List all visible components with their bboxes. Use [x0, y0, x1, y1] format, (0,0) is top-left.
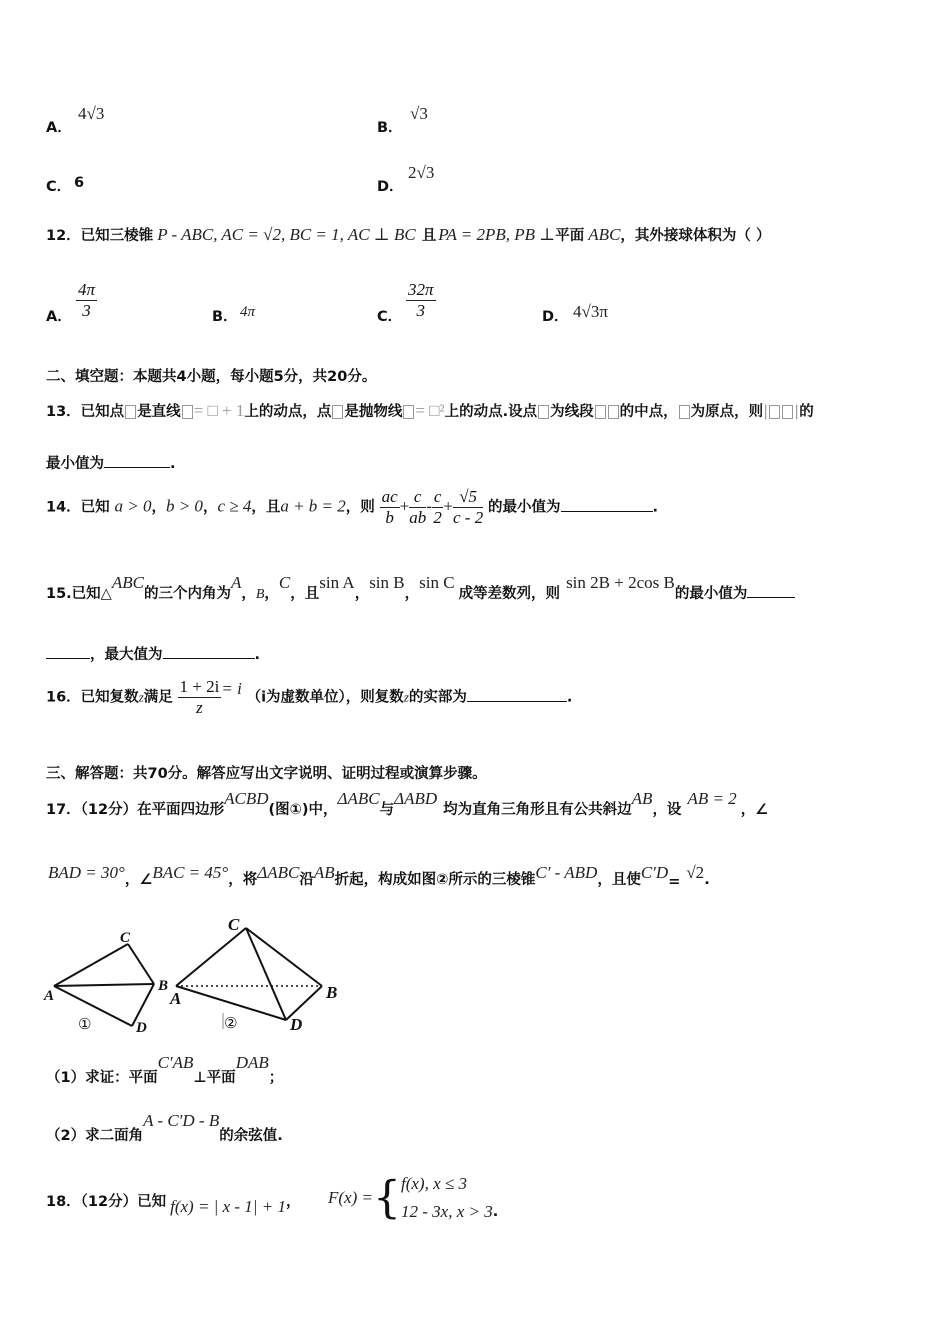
answer-blank[interactable]: [467, 689, 567, 702]
figure-2: [176, 928, 322, 1020]
question-13: 13．已知点 是直线 = □ + 1上的动点，点 是抛物线 = □²上的动点.设点 为线段 的中点， 为原点，则| |的: [46, 401, 814, 420]
answer-blank[interactable]: [747, 585, 795, 598]
placeholder-icon: [538, 405, 549, 419]
edge-ab: [54, 984, 154, 986]
question-16: 16．已知复数z满足 $\frac{1 + 2i}{z}$ = i （i为虚数单位），则复数z的实部为 .: [46, 677, 573, 717]
question-17-part-2: （2）求二面角A - C′D - B的余弦值.: [46, 1111, 283, 1144]
fig1-label-b: B: [158, 978, 169, 994]
fig1-number: ①: [78, 1015, 92, 1033]
q12-option-d-value: 4√3π: [573, 302, 608, 321]
answer-blank[interactable]: [104, 455, 170, 468]
q12-option-d-label: D．: [542, 309, 569, 325]
fig1-label-a: A: [44, 988, 55, 1004]
edge-ad: [54, 986, 132, 1026]
fig2-label-c: C: [228, 915, 240, 934]
fig1-label-d: D: [136, 1020, 147, 1036]
placeholder-icon: [782, 405, 793, 419]
placeholder-icon: [679, 405, 690, 419]
option-d-label: D．: [377, 179, 404, 195]
placeholder-icon: [608, 405, 619, 419]
question-15-line-2: ，最大值为 .: [46, 643, 260, 664]
geometry-figures: [40, 912, 350, 1037]
edge-ac: [54, 944, 128, 986]
answer-blank[interactable]: [46, 646, 90, 659]
placeholder-icon: [403, 405, 414, 419]
section-2-heading: 二、填空题：本题共4小题，每小题5分，共20分。: [46, 369, 377, 385]
option-d-value: 2√3: [408, 163, 435, 182]
question-18: 18．（12分）已知 f(x) = | x - 1| + 1，: [46, 1194, 301, 1216]
question-15: 15.已知△ABC的三个内角为A，B，C，且sin A，sin B，sin C成等差数列，则sin 2B + 2cos B的最小值为: [46, 582, 795, 603]
option-b-value: √3: [410, 104, 428, 123]
edge-cb: [128, 944, 154, 984]
question-12: 12．已知三棱锥 P - ABC, AC = √2, BC = 1, AC ⊥ BC 且 PA = 2PB, PB ⊥平面 ABC，其外接球体积为（ ）: [46, 225, 771, 244]
q12-option-a-label: A．: [46, 309, 72, 325]
question-17: 17．（12分）在平面四边形ACBD(图①)中，ΔABC与ΔABD均为直角三角形且有公共斜边AB，设AB = 2，∠: [46, 789, 769, 818]
q12-condition: P - ABC, AC = √2, BC = 1, AC ⊥ BC: [157, 225, 416, 244]
answer-blank[interactable]: [163, 646, 255, 659]
placeholder-icon: [769, 405, 780, 419]
q12-option-b-label: B．: [212, 309, 238, 325]
question-17-line-2: BAD = 30°，∠BAC = 45°，将ΔABC沿AB折起，构成如图②所示的三棱锥C′ - ABD，且使C′D= √2.: [48, 863, 710, 890]
option-c-label: C．: [46, 179, 72, 195]
placeholder-icon: [182, 405, 193, 419]
question-17-part-1: （1）求证：平面C′AB⊥平面DAB；: [46, 1053, 284, 1086]
figure-1: [54, 944, 154, 1026]
question-13-line-2: 最小值为 .: [46, 456, 176, 472]
option-b-label: B．: [377, 120, 403, 136]
edge-cb-prime: [246, 928, 322, 986]
edge-cd-prime: [246, 928, 286, 1020]
answer-blank[interactable]: [561, 499, 653, 512]
fig2-label-d: D: [290, 1015, 303, 1034]
fig2-label-a: A: [170, 989, 182, 1008]
piecewise-function: F(x) ={ f(x), x ≤ 3 12 - 3x, x > 3 .: [328, 1172, 499, 1224]
q12-option-b-value: 4π: [240, 304, 256, 320]
option-a-label: A．: [46, 120, 72, 136]
fig1-label-c: C: [120, 930, 131, 946]
option-a-value: 4√3: [78, 104, 105, 123]
q12-option-a-value: $\frac{4\pi}{3}$: [78, 280, 96, 320]
fig2-number: ②: [224, 1014, 238, 1032]
q12-option-c-label: C．: [377, 309, 403, 325]
placeholder-icon: [332, 405, 343, 419]
question-14: 14．已知 a > 0，b > 0，c ≥ 4，且a + b = 2，则 $\frac{ac}{b}$ + $\frac{c}{ab}$ - $\frac{c}{2}$ + $\frac{√5}{c - 2}$ 的最小值为 .: [46, 487, 659, 527]
q12-option-c-value: $\frac{32\pi}{3}$: [408, 280, 434, 320]
fig2-label-b: B: [326, 983, 338, 1002]
edge-ac-prime: [176, 928, 246, 986]
placeholder-icon: [595, 405, 606, 419]
section-3-heading: 三、解答题：共70分。解答应写出文字说明、证明过程或演算步骤。: [46, 766, 487, 782]
placeholder-icon: [125, 405, 136, 419]
option-c-value: 6: [74, 175, 85, 191]
